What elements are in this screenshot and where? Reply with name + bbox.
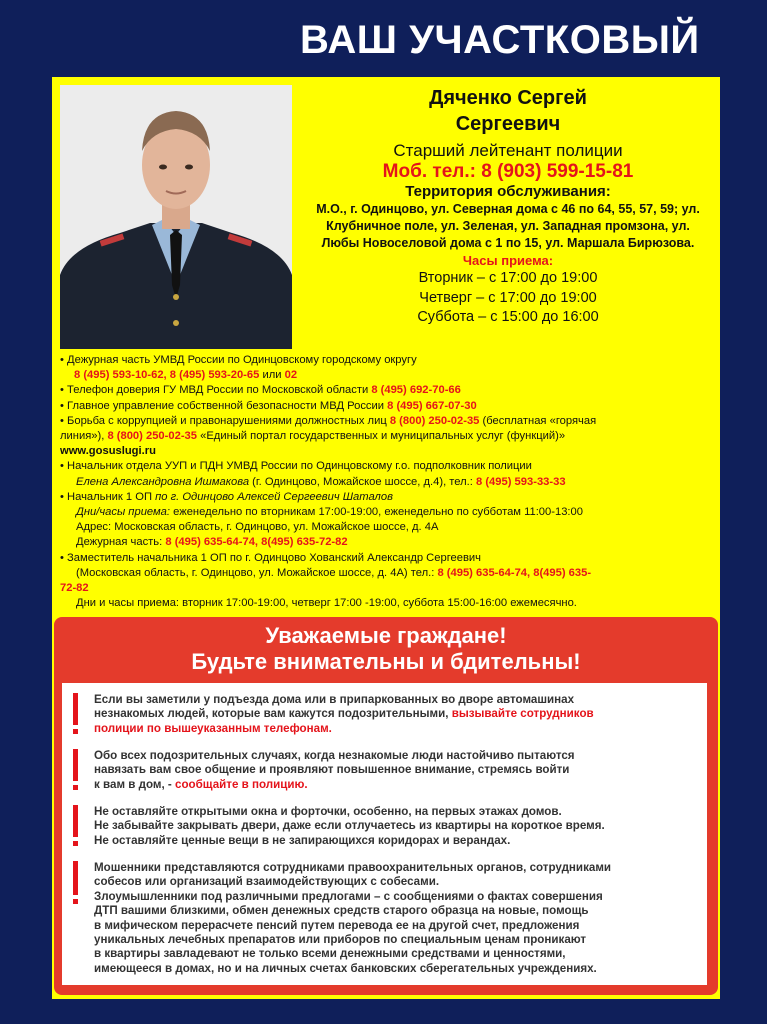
contact-chief-days: еженедельно по вторникам 17:00-19:00, еженедельно по субботам 11:00-13:00 [173, 506, 583, 519]
alert-p2-line2: навязать вам свое общение и проявляют повышенное внимание, стремясь войти [94, 763, 570, 777]
page-title: ВАШ УЧАСТКОВЫЙ [300, 18, 700, 62]
contact-chief-name: по г. Одинцово Алексей Сергеевич Шаталов [155, 490, 393, 503]
alert-item-4 [70, 861, 700, 979]
hours-heading: Часы приема: [462, 253, 554, 268]
contact-corruption-line2 [60, 429, 715, 444]
alert-item-3 [70, 805, 700, 851]
contact-chief-addr: Адрес: Московская область, г. Одинцово, ул. Можайское шоссе, д. 4А [76, 521, 439, 534]
contact-duty-phones[interactable]: 8 (495) 593-10-62, 8 (495) 593-20-65 [74, 369, 260, 382]
alert-item-1 [70, 693, 700, 739]
contact-deputy-addr-line [60, 566, 715, 581]
contact-uupdn-line2 [60, 475, 715, 490]
alert-box [62, 683, 707, 985]
contact-uupdn-label: • Начальник отдела УУП и ПДН УМВД России по Одинцовскому г.о. подполковник полиции [60, 460, 532, 473]
contact-portal-link[interactable]: www.gosuslugi.ru [60, 445, 156, 458]
contact-corruption-phone1[interactable]: 8 (800) 250-02-35 [389, 414, 480, 427]
contact-deputy-days: Дни и часы приема: вторник 17:00-19:00, четверг 17:00 -19:00, суббота 15:00-16:00 ежемесячно. [76, 597, 577, 610]
info-panel [52, 77, 720, 999]
contact-corruption-line [60, 414, 715, 429]
contact-security-label: • Главное управление собственной безопасности МВД России [60, 399, 385, 412]
alert-p4-line8: имеющееся в домах, но и на личных счетах банковских сберегательных учреждениях. [94, 961, 597, 975]
alert-p2-line3: к вам в дом, - сообщайте в полицию. [94, 777, 308, 791]
alert-p1-red1: вызывайте сотрудников [451, 707, 594, 721]
alert-p2-red: сообщайте в полицию. [175, 777, 308, 791]
contact-uupdn-line [60, 459, 715, 474]
alert-p2-line1: Обо всех подозрительных случаях, когда незнакомые люди настойчиво пытаются [94, 749, 575, 762]
contact-chief-duty-line [60, 535, 715, 550]
contact-uupdn-phone[interactable]: 8 (495) 593-33-33 [476, 475, 566, 488]
contact-site-line [60, 444, 715, 459]
officer-photo [60, 85, 292, 349]
contact-duty-extra[interactable]: 02 [284, 369, 298, 382]
officer-rank: Старший лейтенант полиции [393, 141, 623, 160]
contact-trust-label: • Телефон доверия ГУ МВД России по Московской области [60, 384, 369, 397]
contact-chief-line [60, 490, 715, 505]
contact-security-line [60, 399, 715, 414]
contact-corruption-hotline2: линия»), [60, 430, 105, 443]
contact-chief-days-line [60, 505, 715, 520]
contact-duty-line [60, 353, 715, 368]
contact-deputy-phones[interactable]: 8 (495) 635-64-74, 8(495) 635- [437, 566, 592, 579]
alert-item-2 [70, 749, 700, 795]
contact-corruption-phone2[interactable]: 8 (800) 250-02-35 [107, 430, 197, 443]
alert-title-line2: Будьте внимательны и бдительны! [191, 649, 581, 674]
territory-heading: Территория обслуживания: [405, 183, 611, 200]
alert-p3-line2: Не забывайте закрывать двери, даже если отлучаетесь из квартиры на короткое время. [94, 819, 605, 833]
alert-title [54, 623, 718, 675]
contact-duty-label: • Дежурная часть УМВД России по Одинцовскому городскому округу [60, 354, 417, 366]
alert-title-line1: Уважаемые граждане! [265, 623, 507, 648]
contact-uupdn-addr: (г. Одинцово, Можайское шоссе, д.4), тел.: [252, 475, 473, 488]
alert-p1-line1: Если вы заметили у подъезда дома или в припаркованных во дворе автомашинах [94, 693, 575, 706]
contact-trust-phone[interactable]: 8 (495) 692-70-66 [371, 384, 461, 397]
hours-saturday: Суббота – с 15:00 до 16:00 [417, 309, 599, 325]
contact-portal-label: «Единый портал государственных и муниципальных услуг (функций)» [200, 430, 566, 443]
hours-tuesday: Вторник – с 17:00 до 19:00 [418, 270, 598, 286]
alert-banner [54, 617, 718, 995]
alert-p4-line3: Злоумышленники под различными предлогами – с сообщениями о фактах совершения [94, 889, 603, 903]
contact-uupdn-name: Елена Александровна Ишмакова [76, 475, 250, 488]
alert-p4-line2: собесов или организаций взаимодействующих с собесами. [94, 875, 440, 889]
hours-thursday: Четверг – с 17:00 до 19:00 [419, 289, 597, 306]
contact-deputy-line [60, 551, 715, 566]
alert-p4-line7: в квартиры завладевают не только всеми денежными средствами и ценностями, [94, 947, 566, 961]
officer-portrait-icon [60, 85, 292, 349]
contact-chief-duty-phones[interactable]: 8 (495) 635-64-74, 8(495) 635-72-82 [165, 536, 348, 549]
alert-p4-line6: уникальных лечебных препаратов или приборов по специальным ценам проникают [94, 933, 587, 947]
officer-mobile[interactable]: Моб. тел.: 8 (903) 599-15-81 [382, 161, 634, 182]
territory-text: М.О., г. Одинцово, ул. Северная дома с 46 по 64, 55, 57, 59; ул. Клубничное поле, ул. Зеленая, ул. Западная промзона, ул. Любы Новоселовой дома с 1 по 15, ул. Маршала Бирюзова. [316, 202, 700, 250]
officer-name-line1: Дяченко Сергей [429, 87, 587, 109]
alert-p3-line1: Не оставляйте открытыми окна и форточки, особенно, на первых этажах домов. [94, 805, 562, 818]
contact-deputy-phones-line2 [60, 581, 715, 596]
contact-deputy-days-line [60, 596, 715, 611]
contact-chief-addr-line [60, 520, 715, 535]
alert-p4-line5: в мифическом перерасчете пенсий путем перевода ее на другой счет, предложения [94, 918, 580, 932]
contact-security-phone[interactable]: 8 (495) 667-07-30 [387, 399, 477, 412]
alert-p4-line1: Мошенники представляются сотрудниками правоохранительных органов, сотрудниками [94, 861, 612, 874]
contact-chief-duty-label: Дежурная часть: [76, 536, 163, 549]
contact-deputy-label: • Заместитель начальника 1 ОП по г. Одинцово Хованский Александр Сергеевич [60, 551, 481, 564]
alert-p4-line4: ДТП вашими близкими, обмен денежных средств старого образца на новые, помощь [94, 904, 589, 918]
officer-info [302, 85, 714, 328]
alert-p1-red2: полиции по вышеуказанным телефонам. [94, 721, 332, 735]
contact-corruption-hotline: (бесплатная «горячая [482, 414, 597, 427]
contact-chief-label: • Начальник 1 ОП [60, 490, 152, 503]
alert-p3-line3: Не оставляйте ценные вещи в не запирающихся коридорах и верандах. [94, 833, 511, 847]
contact-corruption-label: • Борьба с коррупцией и правонарушениями должностных лиц [60, 414, 387, 427]
officer-name-line2: Сергеевич [455, 113, 561, 135]
contact-chief-days-label: Дни/часы приема: [76, 506, 171, 519]
contact-deputy-phones-tail[interactable]: 72-82 [60, 582, 89, 595]
contacts-list [60, 353, 715, 611]
contact-duty-phones-line [60, 368, 715, 383]
contact-deputy-addr: (Московская область, г. Одинцово, ул. Можайское шоссе, д. 4А) тел.: [76, 566, 435, 579]
contact-trust-line [60, 383, 715, 398]
contact-duty-or: или [262, 369, 282, 382]
alert-p1-line2: незнакомых людей, которые вам кажутся подозрительными, вызывайте сотрудников [94, 707, 594, 721]
